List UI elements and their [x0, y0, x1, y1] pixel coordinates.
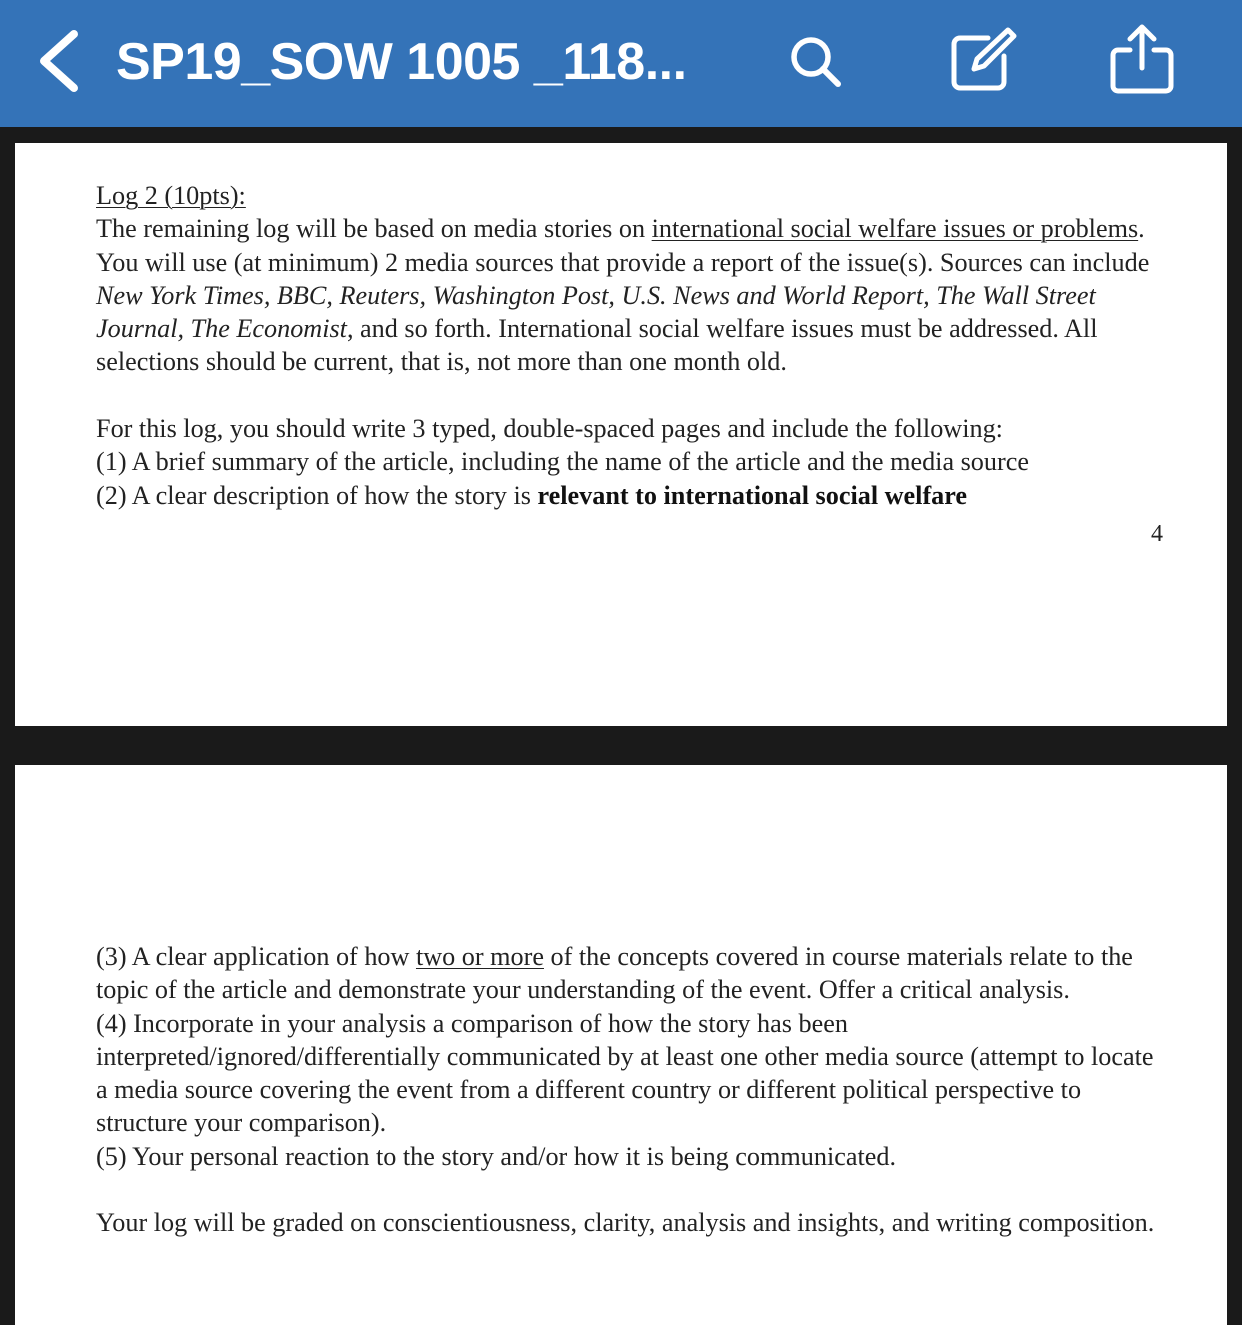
document-page-4 [15, 143, 1227, 726]
document-title: SP19_SOW 1005 _118... [116, 33, 687, 91]
instructions-lead: For this log, you should write 3 typed, double-spaced pages and include the following: [96, 414, 1003, 444]
source-list: New York Times, BBC, Reuters, Washington Post, U.S. News and World Report, The Wall Street Journal, The Economist [96, 280, 1096, 344]
share-icon[interactable] [1108, 22, 1176, 94]
log-2-continued [96, 940, 1156, 1240]
list-item-2: (2) A clear description of how the story is relevant to international social welfare [96, 480, 968, 510]
document-page-5 [15, 765, 1227, 1325]
list-item-5: (5) Your personal reaction to the story and/or how it is being communicated. [96, 1141, 897, 1171]
list-item-3: (3) A clear application of how two or more of the concepts covered in course materials relate to the topic of the article and demonstrate your understanding of the event. Offer a critical analysis. [96, 942, 1133, 1005]
top-nav-bar [0, 0, 1242, 127]
compose-edit-icon[interactable] [950, 26, 1018, 92]
grading-note: Your log will be graded on conscientiousness, clarity, analysis and insights, and writing composition. [96, 1208, 1155, 1238]
log-heading: Log 2 (10pts): [96, 181, 246, 210]
topic-underline: international social welfare issues or problems [651, 214, 1139, 244]
page-number: 4 [1151, 521, 1163, 547]
list-item-4: (4) Incorporate in your analysis a comparison of how the story has been interpreted/ignored/differentially communicated by at least one other media source (attempt to locate a media source covering the event from a different country or different political perspective to structure your comparison). [96, 1008, 1154, 1138]
chevron-left-icon[interactable] [34, 28, 86, 94]
log-2-section [96, 179, 1156, 512]
search-icon[interactable] [788, 34, 844, 90]
log-intro-paragraph: The remaining log will be based on media stories on international social welfare issues or problems. You will use (at minimum) 2 media sources that provide a report of the issue(s). Sources can include New York Times, BBC, Reuters, Washington Post, U.S. News and World Report, The Wall Street Journal, The Economist, and so forth. International social welfare issues must be addressed. All selections should be current, that is, not more than one month old. [96, 214, 1150, 377]
list-item-1: (1) A brief summary of the article, including the name of the article and the media source [96, 447, 1029, 477]
